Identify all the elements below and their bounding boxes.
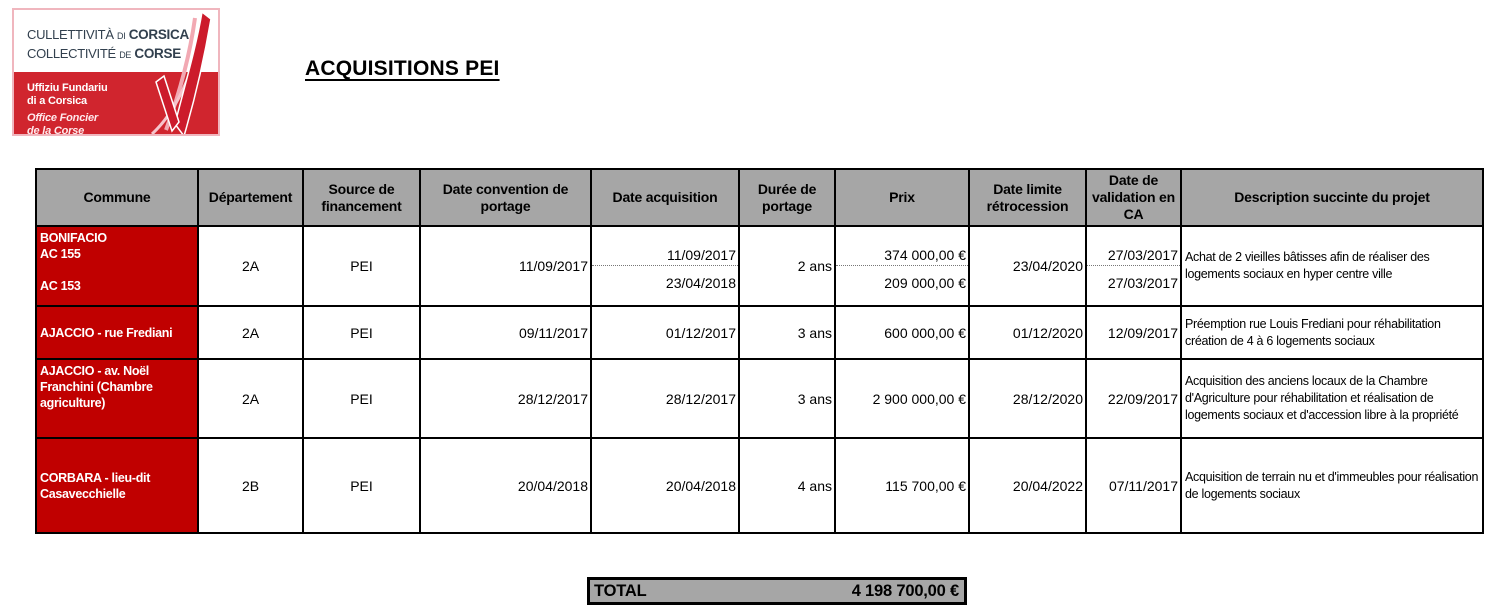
header-duree-portage: Durée de portage: [739, 169, 835, 226]
cell-date-validation: 27/03/2017 27/03/2017: [1086, 226, 1181, 306]
cell-duree: 2 ans: [739, 226, 835, 306]
cell-source: PEI: [303, 438, 420, 533]
logo-office-name: [27, 82, 108, 136]
header-date-limite: Date limite rétrocession: [969, 169, 1086, 226]
page-title: ACQUISITIONS PEI: [305, 57, 500, 80]
cell-prix: 374 000,00 € 209 000,00 €: [835, 226, 969, 306]
cell-date-limite: 23/04/2020: [969, 226, 1086, 306]
cell-departement: 2A: [198, 359, 303, 438]
cell-date-acquisition: 11/09/2017 23/04/2018: [591, 226, 739, 306]
cell-date-acquisition: 20/04/2018: [591, 438, 739, 533]
cell-description: Achat de 2 vieilles bâtisses afin de réaliser des logements sociaux en hyper centre ville: [1181, 226, 1483, 306]
logo-line-corsican: CULLETTIVITÀ DI CORSICA: [27, 27, 189, 42]
cell-duree: 3 ans: [739, 306, 835, 359]
total-value: 4 198 700,00 €: [851, 581, 959, 600]
table-row-corbara: [36, 438, 1483, 533]
cell-commune: AJACCIO - rue Frediani: [36, 306, 198, 359]
header-description: Description succinte du projet: [1181, 169, 1483, 226]
cell-departement: 2A: [198, 226, 303, 306]
cell-date-limite: 28/12/2020: [969, 359, 1086, 438]
header-row: [36, 169, 1483, 226]
logo-line-french: COLLECTIVITÉ DE CORSE: [27, 46, 181, 61]
cell-date-limite: 20/04/2022: [969, 438, 1086, 533]
cell-prix: 600 000,00 €: [835, 306, 969, 359]
cell-date-convention: 11/09/2017: [420, 226, 591, 306]
cell-departement: 2B: [198, 438, 303, 533]
header-prix: Prix: [835, 169, 969, 226]
cell-prix: 2 900 000,00 €: [835, 359, 969, 438]
cell-date-validation: 07/11/2017: [1086, 438, 1181, 533]
cell-description: Acquisition de terrain nu et d'immeubles pour réalisation de logements sociaux: [1181, 438, 1483, 533]
header-commune: Commune: [36, 169, 198, 226]
table-row-ajaccio-frediani: [36, 306, 1483, 359]
cell-date-convention: 28/12/2017: [420, 359, 591, 438]
cell-source: PEI: [303, 226, 420, 306]
cell-date-acquisition: 01/12/2017: [591, 306, 739, 359]
header-date-validation: Date de validation en CA: [1086, 169, 1181, 226]
total-bar: [587, 577, 967, 605]
cell-duree: 3 ans: [739, 359, 835, 438]
cell-description: Préemption rue Louis Frediani pour réhabilitation création de 4 à 6 logements sociaux: [1181, 306, 1483, 359]
cell-date-convention: 09/11/2017: [420, 306, 591, 359]
cell-source: PEI: [303, 306, 420, 359]
header-date-acquisition: Date acquisition: [591, 169, 739, 226]
total-label: TOTAL: [594, 581, 647, 600]
cell-duree: 4 ans: [739, 438, 835, 533]
cell-commune: AJACCIO - av. Noël Franchini (Chambre agriculture): [36, 359, 198, 438]
cell-source: PEI: [303, 359, 420, 438]
table-row-bonifacio: [36, 226, 1483, 306]
cell-date-limite: 01/12/2020: [969, 306, 1086, 359]
header-departement: Département: [198, 169, 303, 226]
cell-date-convention: 20/04/2018: [420, 438, 591, 533]
cell-description: Acquisition des anciens locaux de la Chambre d'Agriculture pour réhabilitation et réalisation de logements sociaux et d'accession libre à la propriété: [1181, 359, 1483, 438]
cell-commune: BONIFACIO AC 155 AC 153: [36, 226, 198, 306]
collectivite-de-corse-logo: [12, 8, 220, 136]
checkmark-swoosh-icon: [144, 10, 218, 136]
table-row-ajaccio-franchini: [36, 359, 1483, 438]
acquisitions-table: [35, 168, 1484, 534]
header-source-financement: Source de financement: [303, 169, 420, 226]
cell-departement: 2A: [198, 306, 303, 359]
cell-prix: 115 700,00 €: [835, 438, 969, 533]
logo-office-french: Office Foncier de la Corse: [27, 112, 98, 136]
cell-commune: CORBARA - lieu-dit Casavecchielle: [36, 438, 198, 533]
logo-office-corsican: Uffiziu Fundariu di a Corsica: [27, 82, 108, 107]
header-date-convention: Date convention de portage: [420, 169, 591, 226]
cell-date-validation: 12/09/2017: [1086, 306, 1181, 359]
cell-date-acquisition: 28/12/2017: [591, 359, 739, 438]
cell-date-validation: 22/09/2017: [1086, 359, 1181, 438]
